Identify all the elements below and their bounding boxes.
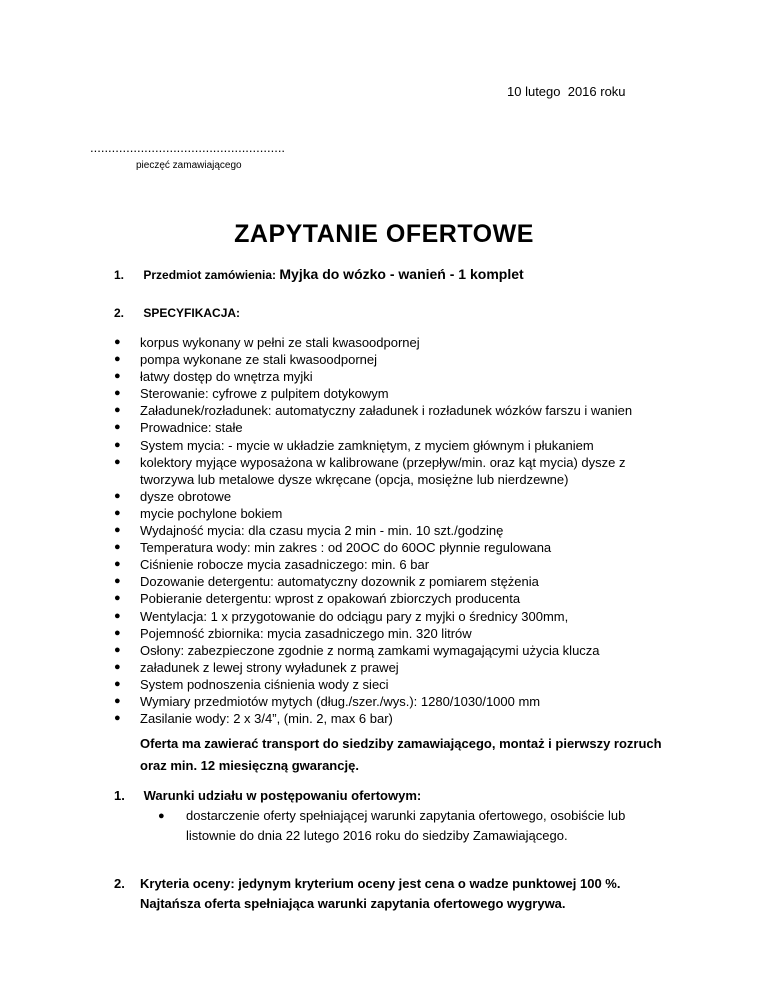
spec-item-text: Ciśnienie robocze mycia zasadniczego: min. 6 bar	[140, 557, 430, 573]
bullet-dot-icon: ●	[114, 626, 121, 639]
list-item	[114, 659, 674, 676]
bullet-dot-icon: ●	[114, 694, 121, 707]
list-item	[114, 488, 674, 505]
bullet-dot-icon: ●	[114, 643, 121, 656]
spec-item-text: Wymiary przedmiotów mytych (dług./szer./wys.): 1280/1030/1000 mm	[140, 693, 541, 709]
spec-item-text: kolektory myjące wyposażona w kalibrowane (przepływ/min. oraz kąt mycia) dysze z tworzywa lub metalowe dysze wkręcane (opcja, mosiężne lub nierdzewne)	[140, 454, 626, 487]
bullet-dot-icon: ●	[114, 387, 121, 400]
list-item	[114, 556, 674, 573]
specification-list	[114, 334, 674, 727]
spec-item-text: Osłony: zabezpieczone zgodnie z normą zamkami wymagającymi użycia klucza	[140, 642, 600, 658]
list-item	[114, 608, 674, 625]
spec-item-text: mycie pochylone bokiem	[140, 505, 283, 521]
section-specification	[114, 306, 240, 320]
list-item	[114, 676, 674, 693]
bullet-dot-icon: ●	[114, 660, 121, 673]
section-label: Przedmiot zamówienia:	[143, 268, 277, 282]
spec-item-text: pompa wykonane ze stali kwasoodpornej	[140, 352, 378, 368]
signature-line: ......................................................	[90, 140, 286, 155]
bullet-dot-icon: ●	[114, 558, 121, 571]
list-item	[114, 368, 674, 385]
list-item	[114, 454, 674, 488]
section-number: 1.	[114, 268, 125, 282]
spec-item-text: Wentylacja: 1 x przygotowanie do odciągu pary z myjki o średnicy 300mm,	[140, 608, 569, 624]
bullet-dot-icon: ●	[114, 370, 121, 383]
bullet-dot-icon: ●	[114, 592, 121, 605]
spec-item-text: Sterowanie: cyfrowe z pulpitem dotykowym	[140, 386, 389, 402]
spec-item-text: Temperatura wody: min zakres : od 20OC do 60OC płynnie regulowana	[140, 540, 552, 556]
criteria-text: Kryteria oceny: jedynym kryterium oceny jest cena o wadze punktowej 100 %. Najtańsza oferta spełniająca warunki zapytania ofertowego wygrywa.	[140, 876, 621, 911]
bullet-dot-icon: ●	[114, 609, 121, 622]
list-item	[114, 334, 674, 351]
section-label: SPECYFIKACJA:	[143, 306, 241, 320]
bullet-dot-icon: ●	[114, 712, 121, 725]
bullet-dot-icon: ●	[158, 810, 165, 822]
bullet-dot-icon: ●	[114, 575, 121, 588]
spec-item-text: Pobieranie detergentu: wprost z opakowań zbiorczych producenta	[140, 591, 521, 607]
list-item	[114, 437, 674, 454]
section-number: 2.	[114, 876, 125, 891]
spec-item-text: Zasilanie wody: 2 x 3/4”, (min. 2, max 6 bar)	[140, 711, 393, 727]
bullet-dot-icon: ●	[114, 421, 121, 434]
bullet-dot-icon: ●	[114, 353, 121, 366]
list-item	[114, 539, 674, 556]
list-item	[114, 402, 674, 419]
section-criteria	[114, 874, 674, 914]
list-item	[114, 573, 674, 590]
list-item	[114, 710, 674, 727]
spec-item-text: Prowadnice: stałe	[140, 420, 243, 436]
bullet-dot-icon: ●	[114, 524, 121, 537]
section-conditions	[114, 786, 684, 846]
list-item	[114, 590, 674, 607]
bullet-dot-icon: ●	[114, 506, 121, 519]
spec-item-text: łatwy dostęp do wnętrza myjki	[140, 369, 313, 385]
section-subject	[114, 266, 524, 282]
list-item	[114, 385, 674, 402]
bullet-dot-icon: ●	[114, 404, 121, 417]
list-item	[114, 642, 674, 659]
bullet-dot-icon: ●	[114, 541, 121, 554]
condition-text: dostarczenie oferty spełniającej warunki zapytania ofertowego, osobiście lub listownie do dnia 22 lutego 2016 roku do siedziby Zamawiającego.	[186, 808, 626, 843]
spec-item-text: System mycia: - mycie w układzie zamkniętym, z myciem głównym i płukaniem	[140, 437, 594, 453]
spec-item-text: Pojemność zbiornika: mycia zasadniczego min. 320 litrów	[140, 625, 472, 641]
section-number: 1.	[114, 788, 125, 803]
section-number: 2.	[114, 306, 125, 320]
spec-item-text: korpus wykonany w pełni ze stali kwasoodpornej	[140, 335, 420, 350]
spec-item-text: załadunek z lewej strony wyładunek z prawej	[140, 659, 399, 675]
list-item	[158, 806, 656, 846]
section-heading: Warunki udziału w postępowaniu ofertowym:	[143, 788, 422, 803]
bullet-dot-icon: ●	[114, 489, 121, 502]
spec-item-text: Dozowanie detergentu: automatyczny dozownik z pomiarem stężenia	[140, 574, 539, 590]
spec-item-text: System podnoszenia ciśnienia wody z sieci	[140, 676, 389, 692]
list-item	[114, 625, 674, 642]
list-item	[114, 522, 674, 539]
list-item	[114, 351, 674, 368]
spec-item-text: dysze obrotowe	[140, 488, 232, 504]
order-subject: Myjka do wózko - wanień - 1 komplet	[279, 266, 524, 282]
spec-item-text: Załadunek/rozładunek: automatyczny załadunek i rozładunek wózków farszu i wanien	[140, 403, 633, 419]
bullet-dot-icon: ●	[114, 438, 121, 451]
bullet-dot-icon: ●	[114, 455, 121, 468]
document-date: 10 lutego 2016 roku	[507, 84, 626, 99]
bullet-dot-icon: ●	[114, 336, 121, 348]
list-item	[114, 505, 674, 522]
bullet-dot-icon: ●	[114, 677, 121, 690]
stamp-label: pieczęć zamawiającego	[136, 160, 242, 171]
spec-item-text: Wydajność mycia: dla czasu mycia 2 min - min. 10 szt./godzinę	[140, 523, 504, 539]
offer-note: Oferta ma zawierać transport do siedziby zamawiającego, montaż i pierwszy rozruch oraz min. 12 miesięczną gwarancję.	[140, 736, 662, 773]
document-title: ZAPYTANIE OFERTOWE	[234, 220, 534, 248]
list-item	[114, 419, 674, 436]
list-item	[114, 693, 674, 710]
